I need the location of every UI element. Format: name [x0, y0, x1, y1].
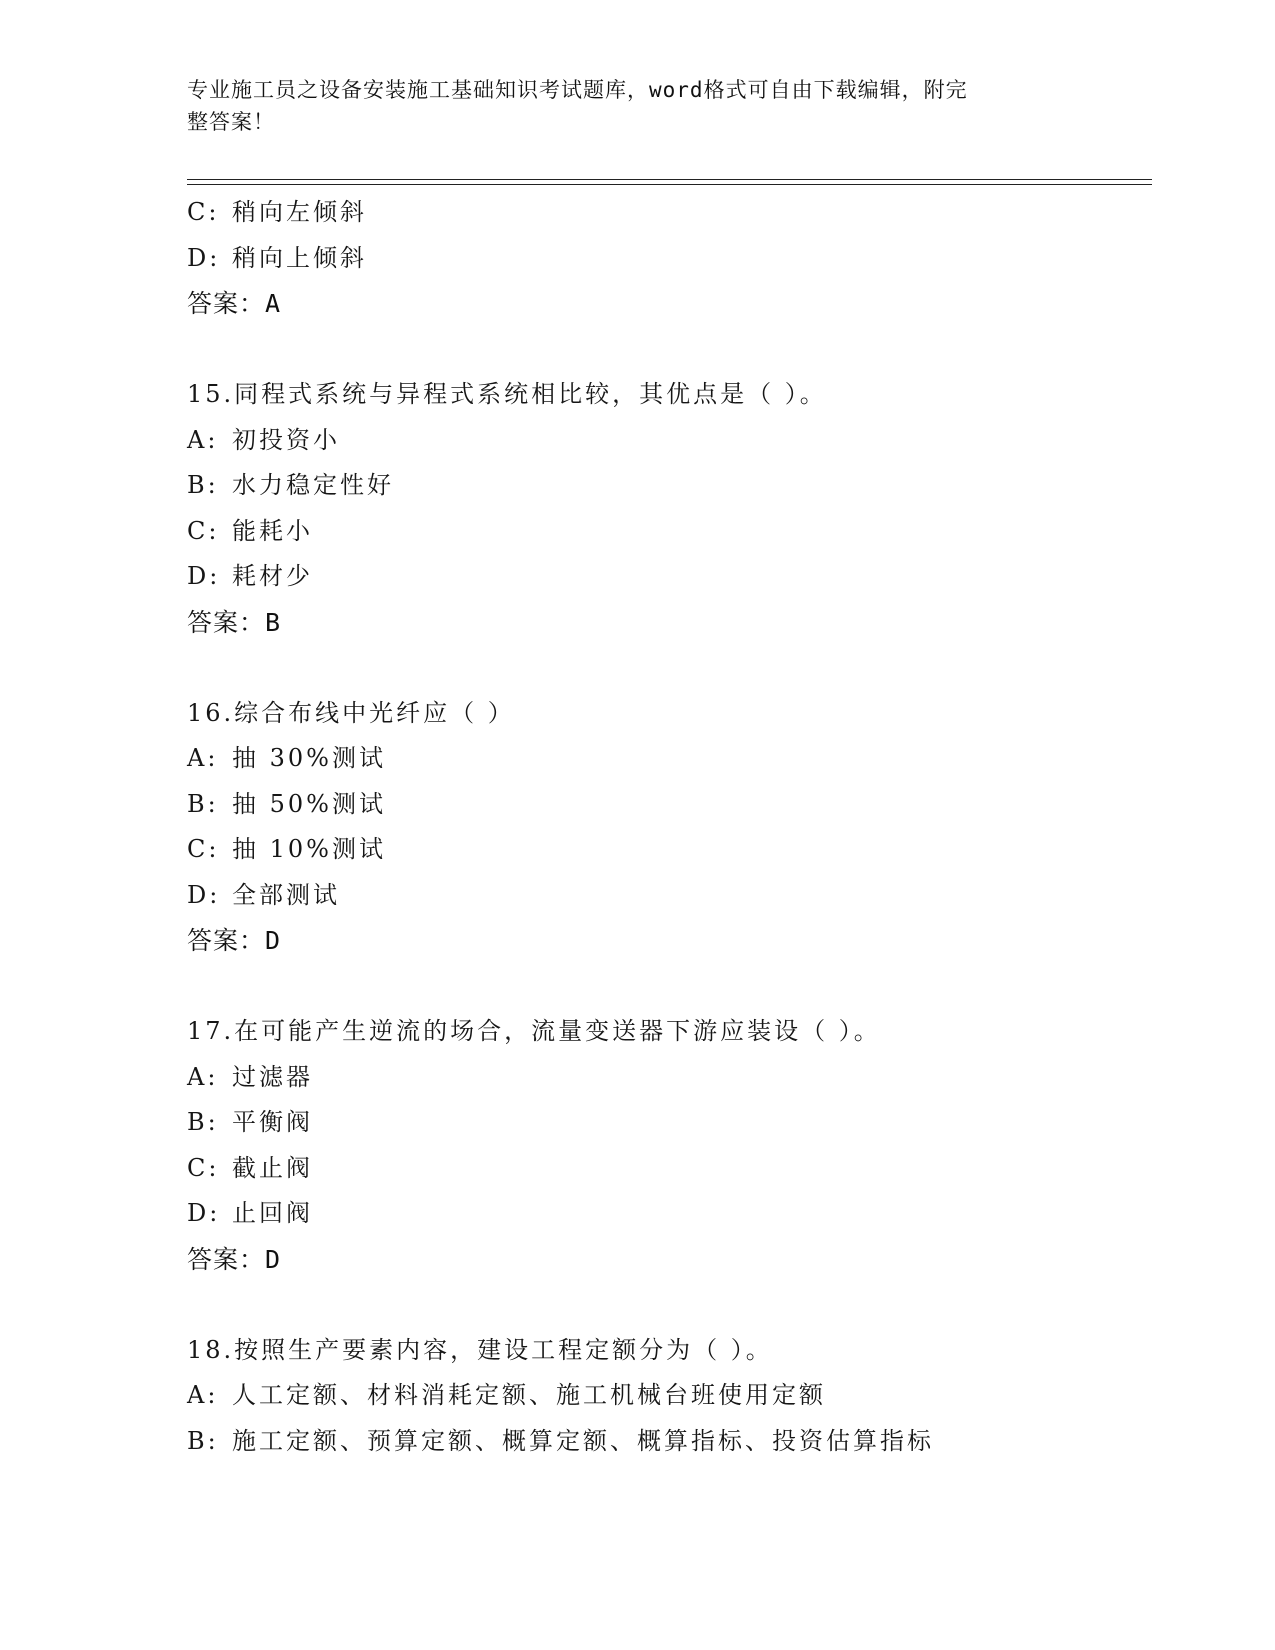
option-letter: A: — [187, 1062, 219, 1091]
question-stem: 18.按照生产要素内容，建设工程定额分为（ ）。 — [187, 1335, 773, 1364]
option-text: 过滤器 — [232, 1062, 313, 1091]
question-list — [187, 190, 1152, 1464]
answer-line: 答案：B — [187, 607, 282, 637]
option-b — [187, 782, 1152, 828]
option-text: 水力稳定性好 — [232, 471, 394, 499]
option-text: 抽 50%测试 — [232, 789, 386, 818]
option-text: 截止阀 — [232, 1153, 313, 1182]
option-letter: C: — [187, 835, 220, 863]
answer-line: 答案：D — [187, 1244, 282, 1274]
option-text: 稍向上倾斜 — [232, 243, 367, 272]
option-text: 施工定额、预算定额、概算定额、概算指标、投资估算指标 — [232, 1426, 934, 1455]
header-divider-top — [187, 179, 1152, 180]
option-letter: D: — [187, 1199, 221, 1227]
option-letter: A: — [187, 744, 219, 772]
spacer — [187, 645, 1152, 691]
option-text: 耗材少 — [232, 562, 313, 590]
document-header — [187, 74, 1067, 138]
question-block-14 — [187, 190, 1152, 327]
question-block-17 — [187, 1009, 1152, 1282]
option-c — [187, 827, 1152, 873]
option-c — [187, 190, 1152, 236]
spacer — [187, 964, 1152, 1010]
option-a — [187, 736, 1152, 782]
option-letter: D: — [187, 880, 221, 909]
question-block-15 — [187, 372, 1152, 645]
option-b — [187, 1419, 1152, 1465]
option-a — [187, 418, 1152, 464]
option-text: 抽 30%测试 — [232, 744, 386, 772]
option-letter: A: — [187, 1381, 219, 1409]
option-text: 平衡阀 — [232, 1108, 313, 1136]
option-letter: C: — [187, 1153, 220, 1182]
header-line-1: 专业施工员之设备安装施工基础知识考试题库，word格式可自由下载编辑，附完 — [187, 78, 968, 102]
option-text: 稍向左倾斜 — [232, 198, 367, 226]
spacer — [187, 1282, 1152, 1328]
question-block-16 — [187, 691, 1152, 964]
option-d — [187, 236, 1152, 282]
option-d — [187, 1191, 1152, 1237]
option-text: 止回阀 — [232, 1199, 313, 1227]
header-line-2: 整答案！ — [187, 110, 275, 134]
option-a — [187, 1055, 1152, 1101]
option-letter: D: — [187, 243, 221, 272]
option-text: 人工定额、材料消耗定额、施工机械台班使用定额 — [232, 1381, 826, 1409]
question-stem: 17.在可能产生逆流的场合，流量变送器下游应装设（ ）。 — [187, 1017, 881, 1045]
option-letter: B: — [187, 789, 219, 818]
option-text: 抽 10%测试 — [232, 835, 386, 863]
option-b — [187, 1100, 1152, 1146]
option-letter: C: — [187, 516, 220, 545]
option-c — [187, 1146, 1152, 1192]
spacer — [187, 327, 1152, 373]
option-d — [187, 873, 1152, 919]
option-letter: B: — [187, 1426, 219, 1455]
question-stem: 16.综合布线中光纤应（ ） — [187, 698, 515, 727]
option-text: 初投资小 — [232, 425, 340, 454]
option-letter: A: — [187, 425, 219, 454]
option-letter: B: — [187, 471, 219, 499]
option-letter: D: — [187, 562, 221, 590]
answer-line: 答案：A — [187, 289, 282, 318]
option-d — [187, 554, 1152, 600]
option-text: 能耗小 — [232, 516, 313, 545]
question-block-18 — [187, 1328, 1152, 1465]
header-divider-bottom — [187, 184, 1152, 185]
option-letter: C: — [187, 198, 220, 226]
option-letter: B: — [187, 1108, 219, 1136]
option-b — [187, 463, 1152, 509]
option-text: 全部测试 — [232, 880, 340, 909]
option-c — [187, 509, 1152, 555]
option-a — [187, 1373, 1152, 1419]
question-stem: 15.同程式系统与异程式系统相比较，其优点是（ ）。 — [187, 380, 827, 408]
answer-line: 答案：D — [187, 926, 282, 955]
